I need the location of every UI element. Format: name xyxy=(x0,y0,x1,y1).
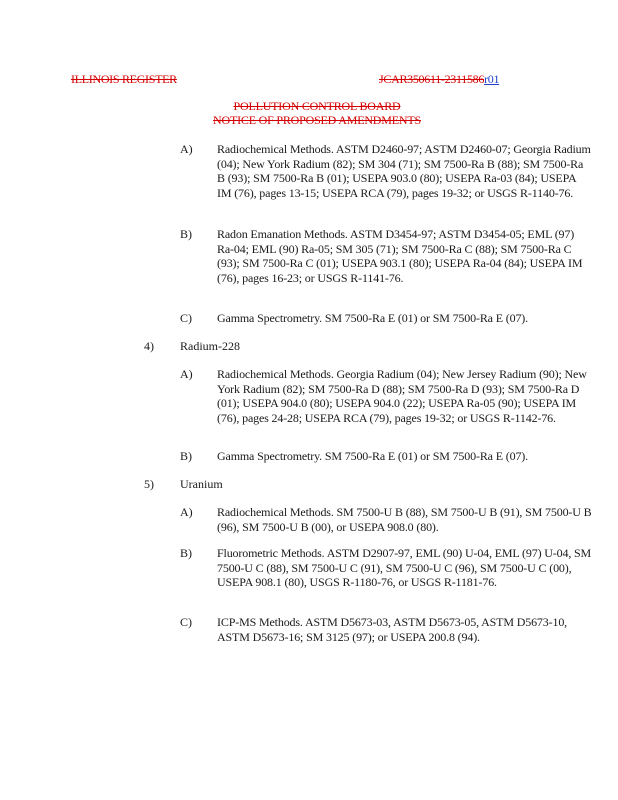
item-label: A) xyxy=(180,367,193,381)
item-label: A) xyxy=(180,142,193,156)
method-text: Radon Emanation Methods. ASTM D3454-97; ASTM D3454-05; EML (97) Ra-04; EML (90) Ra-05; SM 305 (71); SM 7500-Ra C (88); SM 7500-Ra C (93); SM 7500-Ra C (01); USEPA 903.1 (80); USEPA Ra-04 (84); USEPA IM (76), pages 16-23; or USGS R-1141-76. xyxy=(217,227,583,285)
jcar-code-deleted: JCAR350611-2311586 xyxy=(379,72,485,86)
item-label: B) xyxy=(180,449,192,463)
method-text: Radiochemical Methods. ASTM D2460-97; ASTM D2460-07; Georgia Radium (04); New York Radium (82); SM 304 (71); SM 7500-Ra B (88); SM 7500-Ra B (93); SM 7500-Ra B (01); USEPA 903.0 (80); USEPA Ra-03 (84); USEPA IM (76), pages 13-15; USEPA RCA (79), pages 19-32; or USGS R-1140-76. xyxy=(217,142,591,200)
item-label: B) xyxy=(180,546,192,560)
jcar-code-inserted: r01 xyxy=(484,72,500,86)
section-heading: Radium-228 xyxy=(180,339,240,353)
section-number: 5) xyxy=(144,477,154,491)
jcar-code xyxy=(379,72,499,87)
section-heading: Uranium xyxy=(180,477,223,491)
item-label: C) xyxy=(180,615,192,629)
section-number: 4) xyxy=(144,339,154,353)
notice-title: NOTICE OF PROPOSED AMENDMENTS xyxy=(213,113,421,127)
item-label: B) xyxy=(180,227,192,241)
method-text: Gamma Spectrometry. SM 7500-Ra E (01) or SM 7500-Ra E (07). xyxy=(217,311,528,325)
register-header: ILLINOIS REGISTER xyxy=(71,72,177,86)
method-text: Radiochemical Methods. SM 7500-U B (88), SM 7500-U B (91), SM 7500-U B (96), SM 7500-U B (00), or USEPA 908.0 (80). xyxy=(217,505,592,534)
board-title: POLLUTION CONTROL BOARD xyxy=(233,99,401,113)
method-text: ICP-MS Methods. ASTM D5673-03, ASTM D5673-05, ASTM D5673-10, ASTM D5673-16; SM 3125 (97); or USEPA 200.8 (94). xyxy=(217,615,568,644)
method-text: Fluorometric Methods. ASTM D2907-97, EML (90) U-04, EML (97) U-04, SM 7500-U C (88), SM 7500-U C (91), SM 7500-U C (96), SM 7500-U C (00), USEPA 908.1 (80), USGS R-1180-76, or USGS R-1181-76. xyxy=(217,546,592,589)
item-label: C) xyxy=(180,311,192,325)
method-text: Radiochemical Methods. Georgia Radium (04); New Jersey Radium (90); New York Radium (82); SM 7500-Ra D (88); SM 7500-Ra D (93); SM 7500-Ra D (01); USEPA 904.0 (80); USEPA 904.0 (22); USEPA Ra-05 (90); USEPA IM (76), pages 24-28; USEPA RCA (79), pages 19-32; or USGS R-1142-76. xyxy=(217,367,587,425)
method-text: Gamma Spectrometry. SM 7500-Ra E (01) or SM 7500-Ra E (07). xyxy=(217,449,528,463)
item-label: A) xyxy=(180,505,193,519)
